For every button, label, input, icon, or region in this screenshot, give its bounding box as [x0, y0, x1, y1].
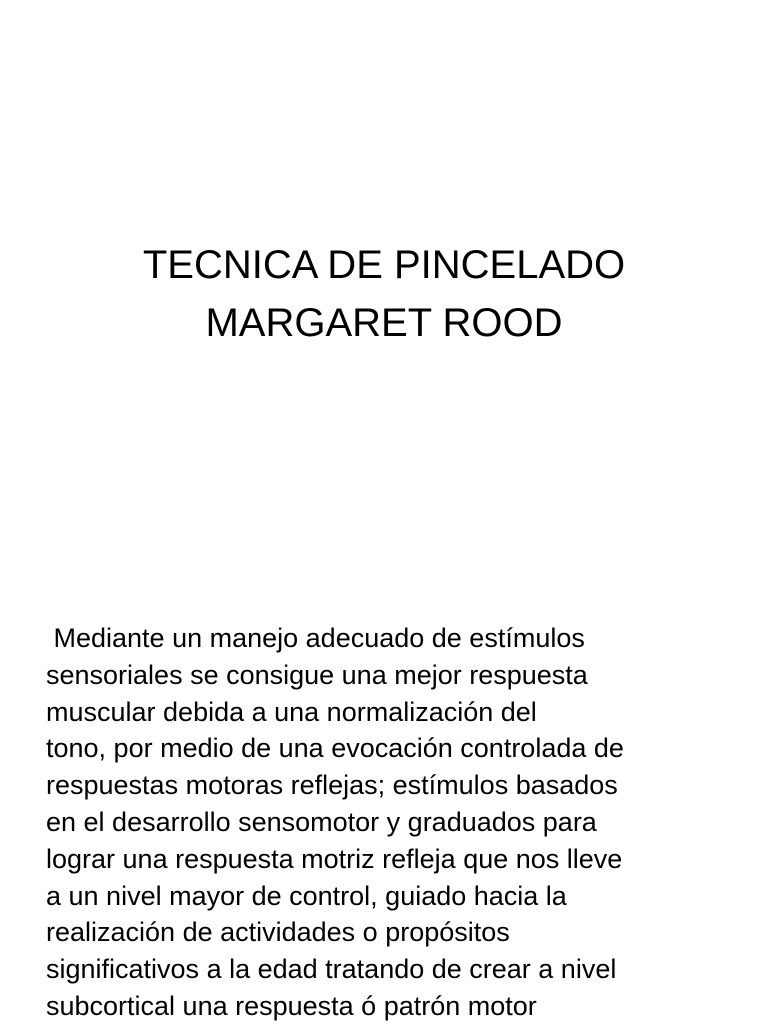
- body-line: en el desarrollo sensomotor y graduados para: [46, 806, 597, 837]
- body-line: muscular debida a una normalización del: [46, 696, 537, 727]
- body-paragraph: [46, 620, 736, 1024]
- body-line: respuestas motoras reflejas; estímulos basados: [46, 770, 618, 801]
- body-line: sensoriales se consigue una mejor respuesta: [46, 659, 588, 690]
- body-line: subcortical una respuesta ó patrón motor: [46, 990, 537, 1021]
- body-line: tono, por medio de una evocación controlada de: [46, 733, 624, 764]
- body-line: lograr una respuesta motriz refleja que nos lleve: [46, 843, 623, 874]
- body-line: significativos a la edad tratando de crear a nivel: [46, 954, 617, 985]
- page-title: [0, 236, 768, 352]
- body-line: realización de actividades o propósitos: [46, 917, 510, 948]
- body-line: a un nivel mayor de control, guiado hacia la: [46, 880, 567, 911]
- body-line: Mediante un manejo adecuado de estímulos: [46, 623, 585, 653]
- title-line: TECNICA DE PINCELADO: [142, 243, 626, 287]
- title-line: MARGARET ROOD: [205, 301, 563, 345]
